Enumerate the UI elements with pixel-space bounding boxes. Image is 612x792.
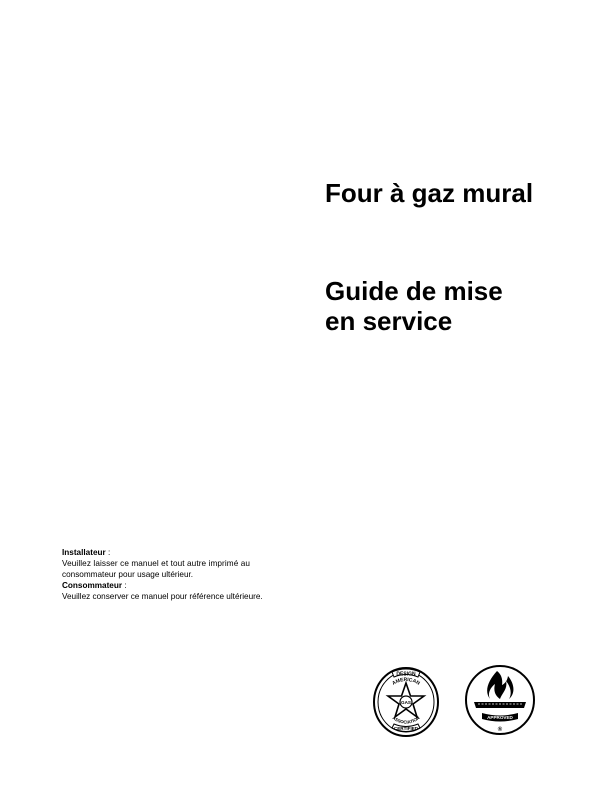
approved-seal-text: APPROVED [487,715,513,720]
consumer-heading [62,580,314,591]
aga-certified-seal-icon [372,665,440,737]
subtitle-line-2: en service [325,306,453,336]
installer-heading [62,547,314,558]
consumer-text: Veuillez conserver ce manuel pour référence ultérieure. [62,592,263,601]
aga-seal-center-text: GAS [401,700,411,705]
installer-text-line-1: Veuillez laisser ce manuel et tout autre imprimé au [62,559,251,568]
installer-label-suffix: : [105,548,111,557]
installation-notes [62,547,314,602]
approved-flame-seal-icon [464,663,532,735]
document-title: Four à gaz mural [325,178,534,208]
installer-text-line-2: consommateur pour usage ultérieur. [62,570,194,579]
subtitle-line-1: Guide de mise [325,276,503,306]
aga-seal-ring-text-2: ASSOCIATION [391,715,421,725]
aga-seal-ring-text: AMERICAN [391,676,421,687]
aga-seal-top-text: DESIGN [396,671,416,678]
aga-seal-bottom-text: CERTIFIED [393,726,419,731]
document-subtitle [325,276,503,336]
svg-text:ASSOCIATION [391,715,420,724]
consumer-label: Consommateur [62,581,123,590]
consumer-label-suffix: : [122,581,127,590]
approved-seal-mark: ® [497,727,503,733]
installer-label: Installateur [62,548,106,557]
